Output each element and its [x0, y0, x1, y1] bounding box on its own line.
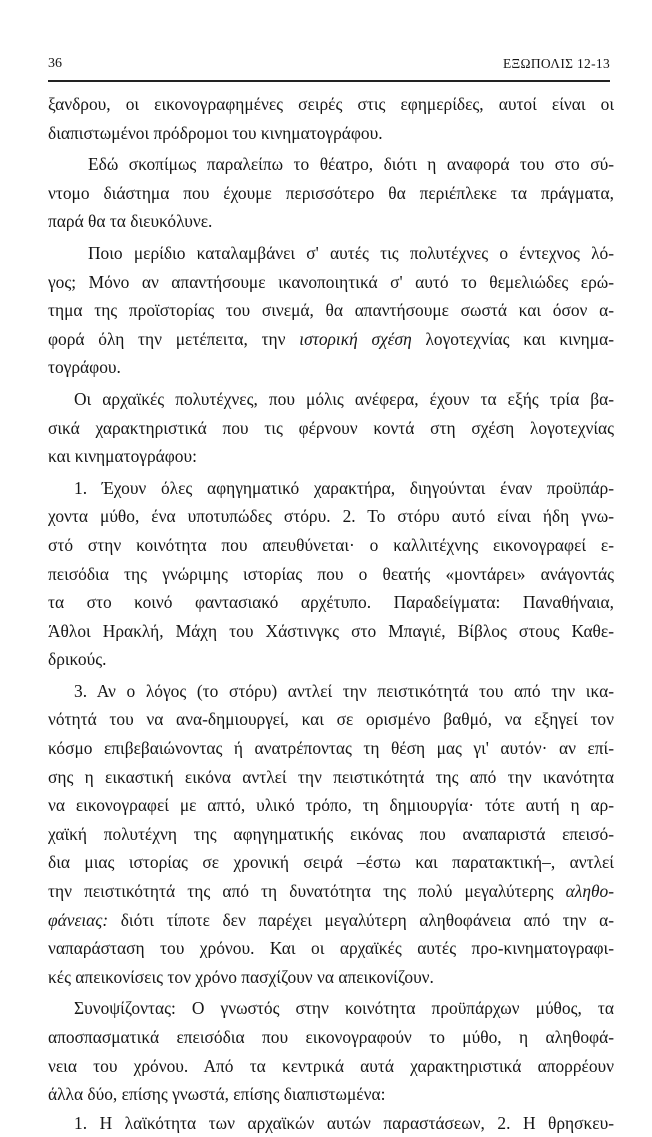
text-line: Συνοψίζοντας: Ο γνωστός στην κοινότητα προϋπάρχων μύθος, τα [74, 998, 614, 1019]
text-line: χοντα μύθο, ένα υποτυπώδες στόρυ. 2. Το στόρυ αυτό είναι ήδη γνω- [48, 506, 614, 527]
text-segment: λογοτεχνίας και κινημα- [411, 328, 614, 349]
text-line: σικά χαρακτηριστικά που τις φέρνουν κοντά στη σχέση λογοτεχνίας [48, 417, 614, 438]
text-segment: την πειστικότητά της από τη δυνατότητα της πολύ μεγαλύτερης [48, 881, 566, 902]
page-number: 36 [48, 56, 62, 71]
text-line: δρικούς. [48, 649, 107, 670]
text-line: νεια του χρόνου. Από τα κεντρικά αυτά χαρακτηριστικά απορρέουν [48, 1055, 614, 1076]
text-line: πεισόδια της γνώριμης ιστορίας που ο θεατής «μοντάρει» ανάγοντάς [48, 563, 614, 584]
text-segment: διότι τίποτε δεν παρέχει μεγαλύτερη αληθοφάνεια από την α- [108, 909, 614, 930]
text-line: στό στην κοινότητα που απευθύνεται· ο καλλιτέχνης εικονογραφεί ε- [48, 534, 614, 555]
text-line: Εδώ σκοπίμως παραλείπω το θέατρο, διότι η αναφορά του στο σύ- [88, 154, 614, 175]
text-line: άλλα δύο, επίσης γνωστά, επίσης διαπιστωμένα: [48, 1084, 386, 1105]
text-line: τα στο κοινό φαντασιακό αρχέτυπο. Παραδείγματα: Παναθήναια, [48, 592, 614, 613]
text-line: ξανδρου, οι εικονογραφημένες σειρές στις εφημερίδες, αυτοί είναι οι [48, 94, 614, 114]
text-line: ναπαράσταση του χρόνου. Και οι αρχαϊκές αυτές προ-κινηματογραφι- [48, 938, 614, 959]
text-line: τημα της προϊστορίας του σινεμά, θα απαντήσουμε σωστά και όσον α- [48, 300, 614, 321]
text-line: 1. Έχουν όλες αφηγηματικό χαρακτήρα, διηγούνται έναν προϋπάρ- [74, 477, 614, 498]
body-text [48, 90, 614, 1137]
text-line: σης η εικαστική εικόνα αντλεί την πειστικότητά της από την ικανότητα [48, 766, 614, 787]
text-line: δια μιας ιστορίας σε χρονική σειρά –έστω και παρατακτική–, αντλεί [48, 852, 614, 873]
page-header [48, 50, 610, 82]
text-line: αποσπασματικά επεισόδια που εικονογραφούν το μύθο, η αληθοφά- [48, 1027, 614, 1047]
text-line: 1. Η λαϊκότητα των αρχαϊκών αυτών παραστάσεων, 2. Η θρησκευ- [74, 1112, 614, 1133]
text-line: να εικονογραφεί με απτό, υλικό τρόπο, τη δημιουργία· τότε αυτή η αρ- [48, 795, 614, 816]
text-line: Οι αρχαϊκές πολυτέχνες, που μόλις ανέφερα, έχουν τα εξής τρία βα- [74, 388, 614, 409]
text-line: παρά θα τα διευκόλυνε. [48, 211, 213, 232]
text-line: γος; Μόνο αν απαντήσουμε ικανοποιητικά σ' αυτό το θεμελιώδες ερώ- [48, 271, 614, 292]
text-line [48, 877, 614, 906]
text-line [48, 325, 614, 354]
italic-phrase: ιστορική σχέση [299, 328, 412, 349]
text-line: 3. Αν ο λόγος (το στόρυ) αντλεί την πειστικότητά του από την ικα- [74, 680, 614, 701]
italic-phrase: αληθο- [565, 881, 614, 902]
text-line: νότητά του να ανα-δημιουργεί, και σε ορισμένο βαθμό, να εξηγεί τον [48, 709, 614, 730]
text-line: κές απεικονίσεις τον χρόνο πασχίζουν να απεικονίζουν. [48, 966, 434, 987]
text-line: και κινηματογράφου: [48, 446, 197, 467]
italic-phrase: φάνειας: [48, 909, 109, 930]
text-line: χαϊκή πολυτέχνη της αφηγηματικής εικόνας που αναπαριστά επεισό- [48, 823, 614, 844]
text-line: Ποιο μερίδιο καταλαμβάνει σ' αυτές τις πολυτέχνες ο έντεχνος λό- [88, 242, 614, 263]
text-segment: φορά όλη την μετέπειτα, την [48, 328, 300, 349]
text-line: Άθλοι Ηρακλή, Μάχη του Χάστινγκς στο Μπαγιέ, Βίβλος στους Καθε- [48, 620, 614, 641]
text-line: ντομο διάστημα που έχουμε περισσότερο θα περιέπλεκε τα πράγματα, [48, 182, 614, 203]
text-line: τογράφου. [48, 357, 121, 378]
text-line: διαπιστωμένοι πρόδρομοι του κινηματογράφου. [48, 122, 383, 143]
running-head: ΕΞΩΠΟΛΙΣ 12-13 [502, 56, 610, 71]
text-line [48, 906, 614, 935]
text-line: κόσμο επιβεβαιώνοντας ή ανατρέποντας τη θέση μας γι' αυτόν· αν επί- [48, 738, 614, 759]
